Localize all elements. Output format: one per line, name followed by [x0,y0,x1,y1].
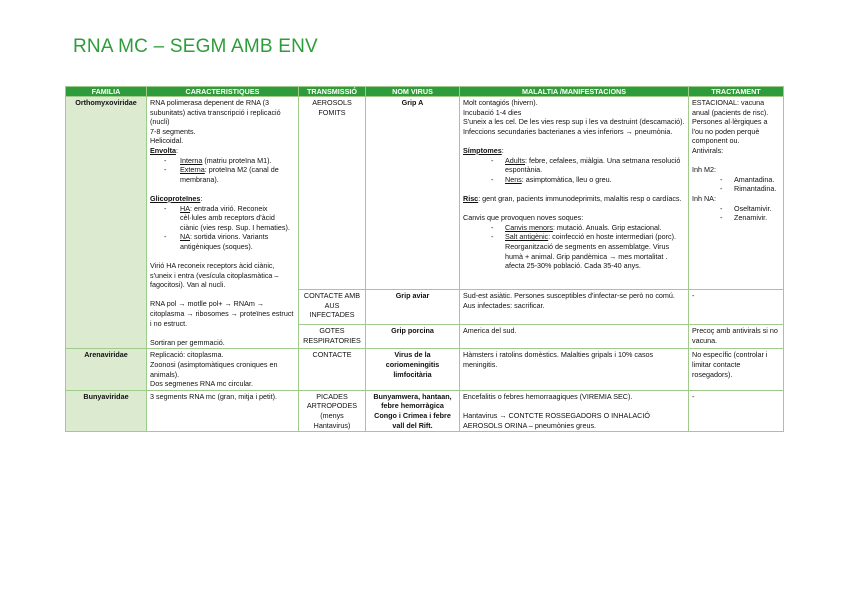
grip-porcina-virus: Grip porcina [366,325,460,349]
family-orthomyxoviridae: Orthomyxoviridae [66,97,147,349]
na-text: : sortida virions. Variants antigèniques (soques). [180,232,269,251]
table-row [66,349,784,390]
risc-label: Risc [463,193,479,203]
rna-text: RNA pol → motlle pol+ → RNAm → citoplasma → ribosomes → proteïnes estruct i no estruct. [150,299,294,328]
glico-label: Glicoproteïnes [150,193,201,203]
table-row [66,390,784,431]
ha-text: : entrada virió. Reconeix cèl·lules amb receptors d'àcid ciànic (vies resp. Sup. I hematies). [180,203,290,232]
text-line: Antivirals: [692,145,724,155]
bunya-virus: Bunyamwera, hantaan, febre hemorràgica Congo i Crimea i febre vall del Rift. [366,390,460,431]
text-line: Sud-est asiàtic. Persones susceptibles d'infectar-se però no comú. [463,291,675,301]
text-line: Molt contagiós (hivern). [463,98,538,107]
externa-text: : proteïna M2 (canal de membrana). [180,165,279,184]
virus-table [65,86,784,432]
grip-aviar-virus: Grip aviar [366,290,460,325]
grip-porcina-tractament: Precoç amb antivirals si no vacuna. [689,325,784,349]
nens-label: Nens [505,174,522,184]
salt-antigenic-label: Salt antigènic [505,232,549,242]
na-label: NA [180,232,190,242]
text-line: Helicoidal. [150,136,184,146]
text-line: ESTACIONAL: vacuna anual (pacients de risc). Persones al·lèrgiques a l'ou no poden perquè component ou. [692,98,769,146]
interna-label: Interna [180,155,203,165]
ha-label: HA [180,203,190,213]
text-line: Hantavirus → CONTCTE ROSSEGADORS O INHALACIÓ AEROSOLS ORINA – pneumònies greus. [463,411,650,430]
arena-malaltia: Hàmsters i ratolins domèstics. Malalties gripals i 10% casos meningitis. [460,349,689,390]
text-line: (menys Hantavirus) [313,411,351,430]
text-line: Incubació 1-4 dies [463,107,522,117]
page-title: RNA MC – SEGM AMB ENV [73,36,318,57]
text-line: PICADES ARTROPODES [306,391,358,411]
grip-porcina-malaltia: America del sud. [460,325,689,349]
list-item: - Amantadina. [734,175,780,185]
bunya-tractament: - [689,390,784,431]
text-line: 7-8 segments. [150,126,196,136]
text-line: Inh NA: [692,193,716,203]
text-line: Aus infectades: sacrificar. [463,300,545,310]
salt-antigenic-text: : coinfecció en hoste intermediari (porc). Reorganització de segments en assemblatge. Virus humà + animal. Grip pandèmica → mes mortalitat . afecta 25-30% població. Cada 35-40 anys. [505,232,676,271]
list-item: - Oseltamivir. [734,204,780,214]
table-row [66,97,784,290]
bunya-caracteristiques: 3 segments RNA mc (gran, mitja i petit). [147,390,299,431]
header-transmissio: TRANSMISSIÓ [299,87,366,97]
text-line: Zoonosi (asimptomàtiques croniques en animals). [150,360,278,379]
header-nom-virus: NOM VIRUS [366,87,460,97]
family-bunyaviridae: Bunyaviridae [66,390,147,431]
header-caracteristiques: CARACTERISTIQUES [147,87,299,97]
simptomes-label: Símptomes [463,145,502,155]
text-line: Infeccions secundaries bacterianes a vies inferiors → pneumònia. [463,126,673,136]
header-familia: FAMILIA [66,87,147,97]
text-line: RNA polimerasa depenent de RNA (3 subunitats) activa transcripció i replicació (nucli) [150,98,281,127]
grip-a-malaltia: Molt contagiós (hivern). Incubació 1-4 dies S'uneix a les cel. De les vies resp sup i les va destruint (descamació). Infeccions secundaries bacterianes a vies inferiors → pneumònia. Símptomes: - Adults: febre, cefalees, miàlgia. Una setmana resolució espontània. - Nens: asimptomàtica, lleu o greu. Risc: gent gran, pacients immunodeprimits, malaltis resp o cardíacs. Canvis que provoquen noves soques: - Canvis menors: mutació. Anuals. Grip estacional. - Salt antigènic: coinfecció en hoste intermediari (porc). Reorganització de segments en assemblatge. Virus humà + animal. Grip pandèmica → mes mortalitat . afecta 25-30% població. Cada 35-40 anys. [460,97,689,290]
arena-virus: Virus de la coriomeningitis limfocitària [366,349,460,390]
envolta-label: Envolta [150,145,176,155]
grip-aviar-malaltia [460,290,689,325]
adults-label: Adults [505,155,525,165]
grip-aviar-tractament: - [689,290,784,325]
header-row [66,87,784,97]
text-line: Inh M2: [692,165,716,175]
nens-text: : asimptomàtica, lleu o greu. [521,174,612,184]
grip-a-tractament [689,97,784,290]
arena-transmissio: CONTACTE [299,349,366,390]
bunya-transmissio [299,390,366,431]
grip-a-transmissio: AEROSOLS FOMITS [299,97,366,290]
risc-text: : gent gran, pacients immunodeprimits, malaltis resp o cardíacs. [478,193,682,203]
text-line: S'uneix a les cel. De les vies resp sup i les va destruint (descamació). [463,117,685,127]
canvis-text: Canvis que provoquen noves soques: [463,213,584,223]
ortho-caracteristiques: RNA polimerasa depenent de RNA (3 subunitats) activa transcripció i replicació (nucli) 7-8 segments. Helicoidal. Envolta: - Interna (matriu proteïna M1). - Externa: proteïna M2 (canal de membrana). Glicoproteïnes: - HA: entrada virió. Reconeix cèl·lules amb receptors d'àcid ciànic (vies resp. Sup. I hematies). - NA: sortida virions. Variants antigèniques (soques). Virió HA reconeix receptors àcid ciànic, s'uneix i entra (vesícula citoplasmàtica – fagocitosi). Van al nucli. RNA pol → motlle pol+ → RNAm → citoplasma → ribosomes → proteïnes estruct i no estruct. Sortiran per gemmació. [147,97,299,349]
arena-caracteristiques [147,349,299,390]
bunya-malaltia [460,390,689,431]
externa-label: Externa [180,165,205,175]
header-tractament: TRACTAMENT [689,87,784,97]
grip-a-virus: Grip A [366,97,460,290]
canvis-menors-text: : mutació. Anuals. Grip estacional. [552,222,662,232]
list-item: - Rimantadina. [734,184,780,194]
sortiran-text: Sortiran per gemmació. [150,337,225,347]
text-line: Replicació: citoplasma. [150,350,224,360]
text-line: Dos segmenes RNA mc circular. [150,379,254,389]
header-malaltia: MALALTIA /MANIFESTACIONS [460,87,689,97]
virio-text: Virió HA reconeix receptors àcid ciànic, s'uneix i entra (vesícula citoplasmàtica – fagocitosi). Van al nucli. [150,261,279,290]
grip-aviar-transmissio: CONTACTE AMB AUS INFECTADES [299,290,366,325]
adults-text: : febre, cefalees, miàlgia. Una setmana resolució espontània. [505,155,681,175]
text-line: Encefalitis o febres hemorraagiques (VIREMIA SEC). [463,391,633,401]
grip-porcina-transmissio: GOTES RESPIRATORIES [299,325,366,349]
family-arenaviridae: Arenaviridae [66,349,147,390]
interna-text: (matriu proteïna M1). [202,155,272,165]
canvis-menors-label: Canvis menors [505,222,553,232]
list-item: - Zenamivir. [734,213,780,223]
arena-tractament: No específic (controlar i limitar contacte rosegadors). [689,349,784,390]
